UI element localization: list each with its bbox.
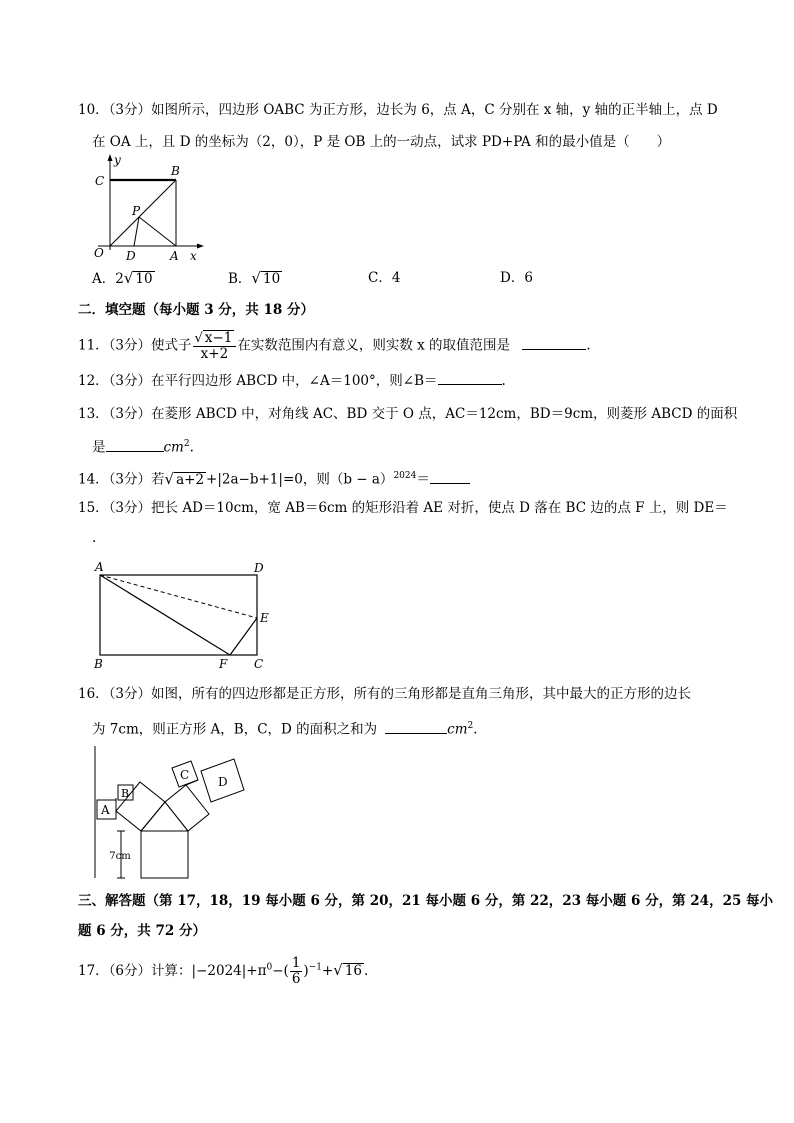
q13-line1: 13．（3分）在菱形 ABCD 中，对角线 AC、BD 交于 O 点，AC＝12cm，BD＝9cm，则菱形 ABCD 的面积: [78, 406, 738, 422]
q16-label-C: C: [180, 768, 190, 782]
q12: 12．（3分）在平行四边形 ABCD 中，∠A＝100°，则∠B＝ .: [78, 370, 506, 391]
section2-heading: 二．填空题（每小题 3 分，共 18 分）: [78, 302, 314, 318]
q10-line2: [92, 132, 670, 152]
q15-figure: [88, 558, 278, 673]
q10-label-D: D: [126, 249, 136, 263]
q16-figure: [88, 744, 248, 880]
q15-label-E: E: [260, 611, 269, 625]
q10-label-y: y: [114, 153, 121, 167]
q17-fraction: $\frac{1}{6}$: [291, 955, 301, 987]
q10-label-B: B: [171, 164, 180, 178]
section3-heading-line2: 题 6 分，共 72 分）: [78, 923, 206, 939]
q15-label-F: F: [219, 657, 228, 671]
q15-line2: .: [92, 530, 97, 546]
q10-label-x: x: [190, 249, 197, 263]
q13-answer-blank[interactable]: [106, 437, 164, 452]
q16-answer-blank[interactable]: [385, 719, 447, 734]
q14-answer-blank[interactable]: [430, 469, 470, 484]
q13-line2: 是 $cm^2$.: [92, 434, 194, 458]
q10-option-b[interactable]: B．√ 10: [228, 269, 281, 287]
q11-answer-blank[interactable]: [522, 335, 586, 350]
q10-text-line1: 如图所示，四边形 OABC 为正方形，边长为 6，点 A，C 分别在 x 轴，y 轴的正半轴上，点 D: [151, 102, 718, 118]
q15-line1: 15．（3分）把长 AD＝10cm，宽 AB＝6cm 的矩形沿着 AE 对折，使点 D 落在 BC 边的点 F 上，则 DE＝: [78, 500, 728, 516]
q11-fraction: $\frac{√ x-1}{x+2}$: [193, 330, 237, 362]
q16-label-D: D: [218, 775, 228, 789]
section3-heading-line1: 三、解答题（第 17，18，19 每小题 6 分，第 20，21 每小题 6 分，第 22，23 每小题 6 分，第 24，25 每小: [78, 893, 774, 909]
q17: 17．（6分）计算：$|-2024|+\pi^0-$( $\frac{1}{6}$ )$^{-1}$+√ 16 .: [78, 955, 369, 987]
q16-line2: 为 7cm，则正方形 A，B，C，D 的面积之和为 $cm^2$.: [92, 716, 478, 740]
q16-line1: 16．（3分）如图，所有的四边形都是正方形，所有的三角形都是直角三角形，其中最大的正方形的边长: [78, 686, 692, 702]
q16-label-side: 7cm: [109, 851, 131, 862]
q10-text-line2: 在 OA 上，且 D 的坐标为（2，0），P 是 OB 上的一动点，试求 PD+PA 和的最小值是（ ）: [92, 134, 671, 150]
q10-label-A: A: [170, 249, 179, 263]
q15-label-D: D: [254, 561, 264, 575]
q10-number: 10．: [78, 102, 109, 118]
q10-figure: [88, 152, 218, 270]
q10-option-c[interactable]: C．4: [368, 270, 401, 286]
q12-answer-blank[interactable]: [438, 370, 502, 385]
q17-abs: |−2024|: [191, 963, 247, 979]
q10-option-d[interactable]: D．6: [500, 270, 533, 286]
q15-label-A: A: [95, 560, 104, 574]
q15-label-C: C: [254, 657, 264, 671]
q16-label-A: A: [101, 803, 110, 817]
q10-label-C: C: [95, 174, 105, 188]
q16-label-B: B: [121, 787, 130, 800]
q14: 14．（3分）若√ a+2 +|2a−b+1|=0，则$(b - a)^{2024}=$: [78, 466, 470, 490]
q10-line1: [78, 100, 718, 120]
q15-label-B: B: [94, 657, 103, 671]
q10-score: （3分）: [108, 102, 152, 118]
q10-option-a[interactable]: A．2√ 10: [92, 269, 153, 287]
q11: 11．（3分）使式子 $\frac{√ x-1}{x+2}$ 在实数范围内有意义，则实数 x 的取值范围是 .: [78, 330, 591, 362]
q10-label-P: P: [132, 204, 141, 218]
q10-label-O: O: [94, 246, 104, 260]
